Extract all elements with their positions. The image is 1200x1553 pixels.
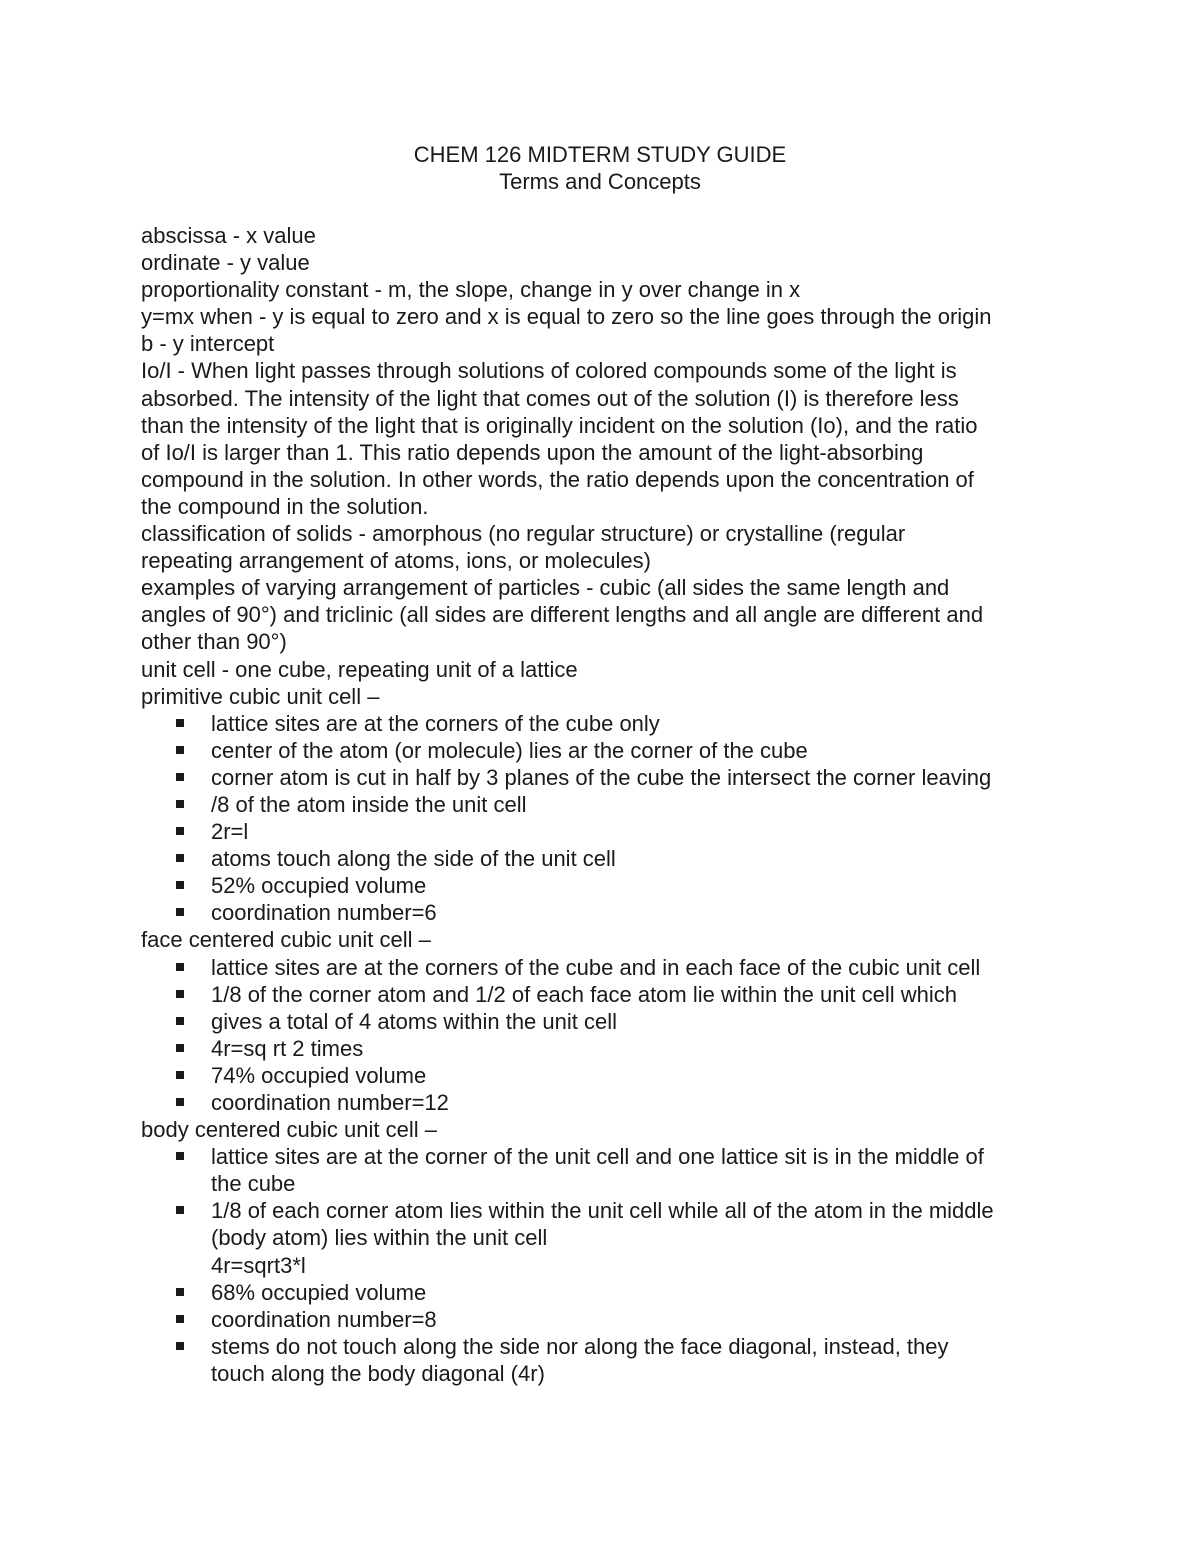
- square-bullet-icon: [176, 1315, 184, 1323]
- text-line: b - y intercept: [141, 331, 275, 357]
- list-item: /8 of the atom inside the unit cell: [141, 791, 1061, 818]
- bullet-list: [141, 710, 1061, 927]
- square-bullet-icon: [176, 854, 184, 862]
- bullet-list: [141, 954, 1061, 1117]
- list-item: center of the atom (or molecule) lies ar the corner of the cube: [141, 737, 1061, 764]
- text-line: examples of varying arrangement of particles - cubic (all sides the same length and: [141, 575, 950, 601]
- body-centered-cubic-section: [141, 1116, 1061, 1387]
- list-item: coordination number=12: [141, 1089, 1061, 1116]
- text-line: repeating arrangement of atoms, ions, or molecules): [141, 548, 651, 574]
- text-line: Io/I - When light passes through solutions of colored compounds some of the light is: [141, 358, 957, 384]
- square-bullet-icon: [176, 1017, 184, 1025]
- section-heading: face centered cubic unit cell –: [141, 927, 431, 953]
- intro-terms: [141, 222, 1061, 683]
- list-item: 74% occupied volume: [141, 1062, 1061, 1089]
- square-bullet-icon: [176, 1342, 184, 1350]
- square-bullet-icon: [176, 1152, 184, 1160]
- square-bullet-icon: [176, 1206, 184, 1214]
- square-bullet-icon: [176, 719, 184, 727]
- list-item: coordination number=8: [141, 1306, 1061, 1333]
- list-item: gives a total of 4 atoms within the unit cell: [141, 1008, 1061, 1035]
- square-bullet-icon: [176, 746, 184, 754]
- document-header: [0, 141, 1200, 195]
- document-subtitle: Terms and Concepts: [499, 169, 701, 194]
- text-line: proportionality constant - m, the slope, change in y over change in x: [141, 277, 801, 303]
- face-centered-cubic-section: [141, 926, 1061, 1116]
- square-bullet-icon: [176, 881, 184, 889]
- text-line: unit cell - one cube, repeating unit of a lattice: [141, 656, 578, 682]
- text-line: of Io/I is larger than 1. This ratio depends upon the amount of the light-absorbing: [141, 439, 924, 465]
- text-line: abscissa - x value: [141, 223, 316, 248]
- list-item: coordination number=6: [141, 899, 1061, 926]
- list-item: atoms touch along the side of the unit cell: [141, 845, 1061, 872]
- list-item: 1/8 of each corner atom lies within the unit cell while all of the atom in the middle (body atom) lies within the unit cell: [141, 1197, 1061, 1251]
- list-item: stems do not touch along the side nor along the face diagonal, instead, they touch along the body diagonal (4r): [141, 1333, 1061, 1387]
- square-bullet-icon: [176, 908, 184, 916]
- document-title: CHEM 126 MIDTERM STUDY GUIDE: [413, 142, 787, 167]
- bullet-list: [141, 1279, 1061, 1387]
- square-bullet-icon: [176, 1071, 184, 1079]
- text-line: y=mx when - y is equal to zero and x is equal to zero so the line goes through the origin: [141, 304, 992, 330]
- text-line: other than 90°): [141, 629, 287, 655]
- list-item: lattice sites are at the corner of the unit cell and one lattice sit is in the middle of the cube: [141, 1143, 1061, 1197]
- primitive-cubic-section: [141, 683, 1061, 927]
- document-body: [141, 222, 1061, 1387]
- square-bullet-icon: [176, 1098, 184, 1106]
- list-item: 1/8 of the corner atom and 1/2 of each face atom lie within the unit cell which: [141, 981, 1061, 1008]
- square-bullet-icon: [176, 800, 184, 808]
- square-bullet-icon: [176, 990, 184, 998]
- square-bullet-icon: [176, 963, 184, 971]
- text-line: compound in the solution. In other words, the ratio depends upon the concentration of: [141, 466, 974, 492]
- section-heading: body centered cubic unit cell –: [141, 1117, 437, 1143]
- text-line: than the intensity of the light that is originally incident on the solution (Io), and the ratio: [141, 412, 978, 438]
- square-bullet-icon: [176, 1044, 184, 1052]
- square-bullet-icon: [176, 773, 184, 781]
- square-bullet-icon: [176, 1288, 184, 1296]
- text-line: classification of solids - amorphous (no regular structure) or crystalline (regular: [141, 521, 906, 547]
- list-item: lattice sites are at the corners of the cube and in each face of the cubic unit cell: [141, 954, 1061, 981]
- list-item: 2r=l: [141, 818, 1061, 845]
- text-line: angles of 90°) and triclinic (all sides are different lengths and all angle are different and: [141, 602, 984, 628]
- list-item: corner atom is cut in half by 3 planes of the cube the intersect the corner leaving: [141, 764, 1061, 791]
- text-line: ordinate - y value: [141, 250, 310, 276]
- list-item: 4r=sq rt 2 times: [141, 1035, 1061, 1062]
- bullet-list: [141, 1143, 1061, 1251]
- list-item: 68% occupied volume: [141, 1279, 1061, 1306]
- unbulleted-formula-line: 4r=sqrt3*l: [211, 1252, 306, 1278]
- section-heading: primitive cubic unit cell –: [141, 683, 380, 709]
- square-bullet-icon: [176, 827, 184, 835]
- list-item: 52% occupied volume: [141, 872, 1061, 899]
- list-item: lattice sites are at the corners of the cube only: [141, 710, 1061, 737]
- text-line: the compound in the solution.: [141, 493, 429, 519]
- text-line: absorbed. The intensity of the light that comes out of the solution (I) is therefore less: [141, 385, 959, 411]
